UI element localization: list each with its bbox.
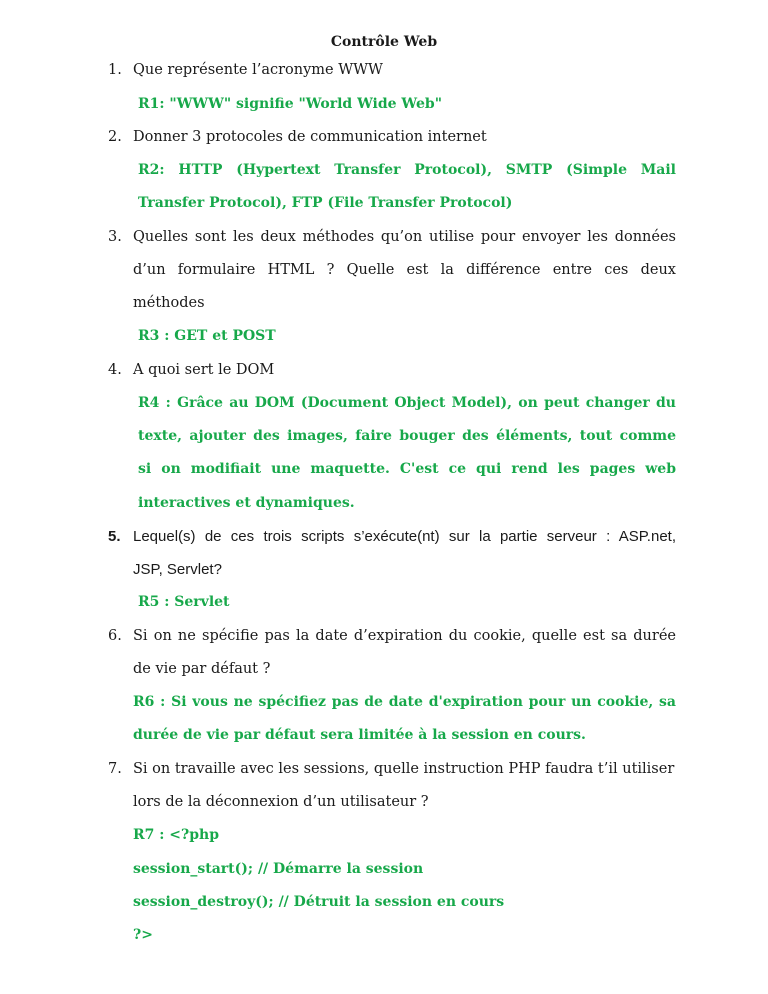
question-5-line-2: JSP, Servlet? (133, 561, 222, 578)
question-3-line-1: Quelles sont les deux méthodes qu’on utilise pour envoyer les données (133, 229, 676, 245)
answer-4-line-4: interactives et dynamiques. (138, 495, 355, 511)
question-number: 5. (108, 528, 121, 545)
question-3-line-2: d’un formulaire HTML ? Quelle est la différence entre ces deux (133, 262, 676, 278)
answer-6-line-2: durée de vie par défaut sera limitée à la session en cours. (133, 727, 586, 743)
answer-4-line-2: texte, ajouter des images, faire bouger des éléments, tout comme (138, 428, 676, 444)
answer-6-line-1: R6 : Si vous ne spécifiez pas de date d'expiration pour un cookie, sa (133, 694, 676, 710)
question-5-line-1: Lequel(s) de ces trois scripts s’exécute(nt) sur la partie serveur : ASP.net, (133, 528, 676, 545)
answer-7-line-3: session_destroy(); // Détruit la session en cours (133, 894, 505, 910)
answer-5: R5 : Servlet (138, 594, 230, 610)
answer-3: R3 : GET et POST (138, 328, 276, 344)
answer-4-line-3: si on modifiait une maquette. C'est ce qui rend les pages web (138, 461, 676, 477)
question-text: A quoi sert le DOM (133, 362, 275, 378)
question-3-line-3: méthodes (133, 295, 205, 311)
question-7-line-2: lors de la déconnexion d’un utilisateur ? (133, 794, 429, 810)
question-number: 1. (108, 62, 122, 78)
answer-2-line-2: Transfer Protocol), FTP (File Transfer Protocol) (138, 195, 513, 211)
question-7-line-1: Si on travaille avec les sessions, quelle instruction PHP faudra t’il utiliser (133, 761, 675, 777)
question-text: Que représente l’acronyme WWW (133, 62, 383, 78)
answer-1: R1: "WWW" signifie "World Wide Web" (138, 96, 443, 112)
question-number: 4. (108, 362, 122, 378)
answer-7-line-1: R7 : <?php (133, 827, 219, 843)
answer-4-line-1: R4 : Grâce au DOM (Document Object Model), on peut changer du (138, 395, 676, 411)
question-number: 7. (108, 761, 122, 777)
answer-2-line-1: R2: HTTP (Hypertext Transfer Protocol), SMTP (Simple Mail (138, 162, 676, 178)
question-text: Donner 3 protocoles de communication internet (133, 129, 487, 145)
question-number: 6. (108, 628, 122, 644)
question-number: 2. (108, 129, 122, 145)
question-number: 3. (108, 229, 122, 245)
question-6-line-2: de vie par défaut ? (133, 661, 271, 677)
answer-7-line-2: session_start(); // Démarre la session (133, 861, 424, 877)
question-6-line-1: Si on ne spécifie pas la date d’expiration du cookie, quelle est sa durée (133, 628, 676, 644)
page-title: Contrôle Web (330, 34, 438, 50)
answer-7-line-4: ?> (133, 927, 153, 943)
